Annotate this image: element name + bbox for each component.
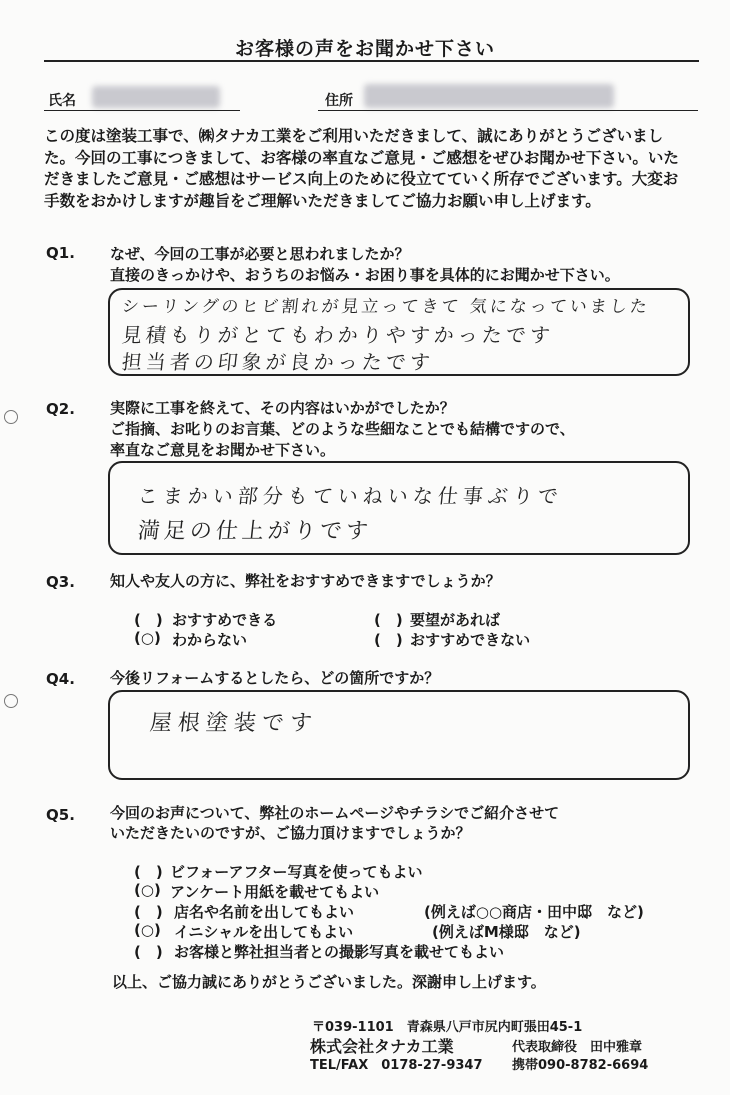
q5-line-1: 今回のお声について、弊社のホームページやチラシでご紹介させて — [110, 804, 560, 822]
address-underline — [318, 110, 698, 111]
q3-number: Q3. — [46, 573, 75, 591]
footer-mobile: 携帯090-8782-6694 — [512, 1058, 649, 1073]
q5-option-mark[interactable]: (○) — [134, 921, 161, 939]
q1-answer-line-2: 見積もりがとてもわかりやすかったです — [120, 323, 556, 347]
q3-question: 知人や友人の方に、弊社をおすすめできますでしょうか？ — [110, 572, 501, 590]
q5-option-label: ビフォーアフター写真を使ってもよい — [170, 863, 423, 881]
q2-answer-line-2: 満足の仕上がりです — [136, 519, 374, 544]
q1-answer-line-3: 担当者の印象が良かったです — [120, 350, 436, 374]
q5-option-label: お客様と弊社担当者との撮影写真を載せてもよい — [174, 943, 505, 961]
q5-option-mark[interactable]: ( ) — [134, 863, 163, 881]
footer-address: 〒039-1101 青森県八戸市尻内町張田45-1 — [312, 1020, 583, 1035]
footer-tel-fax: TEL/FAX 0178-27-9347 — [310, 1058, 483, 1073]
title-rule — [44, 60, 699, 62]
page-title: お客様の声をお聞かせ下さい — [234, 38, 495, 60]
q4-answer: 屋根塗装です — [148, 711, 320, 736]
q3-option-mark[interactable]: ( ) — [374, 611, 403, 629]
name-underline — [44, 110, 240, 111]
q5-option-label: アンケート用紙を載せてもよい — [170, 883, 380, 901]
q4-number: Q4. — [46, 670, 75, 688]
q5-option-note: (例えばM様邸 など) — [432, 923, 581, 941]
q3-option-mark[interactable]: ( ) — [134, 611, 163, 629]
q2-number: Q2. — [46, 400, 75, 418]
footer-company: 株式会社タナカ工業 — [310, 1037, 454, 1056]
q3-option-mark[interactable]: ( ) — [374, 631, 403, 649]
punch-hole — [4, 410, 18, 424]
q3-option-label: おすすめできない — [410, 631, 531, 649]
q3-option-label: おすすめできる — [172, 611, 278, 629]
q1-line-2: 直接のきっかけや、おうちのお悩み・お困り事を具体的にお聞かせ下さい。 — [110, 266, 620, 284]
q3-option-label: わからない — [172, 631, 248, 649]
q1-line-1: なぜ、今回の工事が必要と思われましたか？ — [110, 245, 410, 263]
q5-option-mark[interactable]: (○) — [134, 881, 161, 899]
q2-line-1: 実際に工事を終えて、その内容はいかがでしたか？ — [110, 399, 455, 417]
name-redacted — [92, 86, 220, 108]
address-label: 住所 — [325, 93, 353, 109]
q5-line-2: いただきたいのですが、ご協力頂けますでしょうか？ — [110, 824, 471, 842]
q4-question: 今後リフォームするとしたら、どの箇所ですか？ — [110, 669, 440, 687]
q5-option-note: (例えば○○商店・田中邸 など) — [424, 903, 644, 921]
q2-line-2: ご指摘、お叱りのお言葉、どのような些細なことでも結構ですので、 — [110, 420, 575, 438]
q1-answer-line-1: シーリングのヒビ割れが見立ってきて 気になっていました — [120, 297, 651, 317]
q5-option-mark[interactable]: ( ) — [134, 903, 163, 921]
q3-option-label: 要望があれば — [410, 611, 501, 629]
footer-representative: 代表取締役 田中雅章 — [512, 1040, 643, 1055]
q5-option-label: 店名や名前を出してもよい — [174, 903, 355, 921]
q5-option-label: イニシャルを出してもよい — [174, 923, 354, 941]
closing-text: 以上、ご協力誠にありがとうございました。深謝申し上げます。 — [112, 973, 546, 991]
q2-answer-line-1: こまかい部分もていねいな仕事ぶりで — [136, 484, 565, 508]
q5-number: Q5. — [46, 806, 75, 824]
q2-line-3: 率直なご意見をお聞かせ下さい。 — [110, 441, 336, 459]
name-label: 氏名 — [48, 93, 76, 109]
intro-paragraph: この度は塗装工事で、㈱タナカ工業をご利用いただきまして、誠にありがとうございました。今回の工事につきまして、お客様の率直なご意見・ご感想をぜひお聞かせ下さい。いただきましたご意見・ご感想はサービス向上のために役立てていく所存でございます。大変お手数をおかけしますが趣旨をご理解いただきましてご協力お願い申し上げます。 — [44, 127, 679, 210]
address-redacted — [364, 84, 614, 108]
q1-number: Q1. — [46, 244, 75, 262]
q5-option-mark[interactable]: ( ) — [134, 943, 163, 961]
q3-option-mark[interactable]: (○) — [134, 629, 161, 647]
punch-hole — [4, 694, 18, 708]
